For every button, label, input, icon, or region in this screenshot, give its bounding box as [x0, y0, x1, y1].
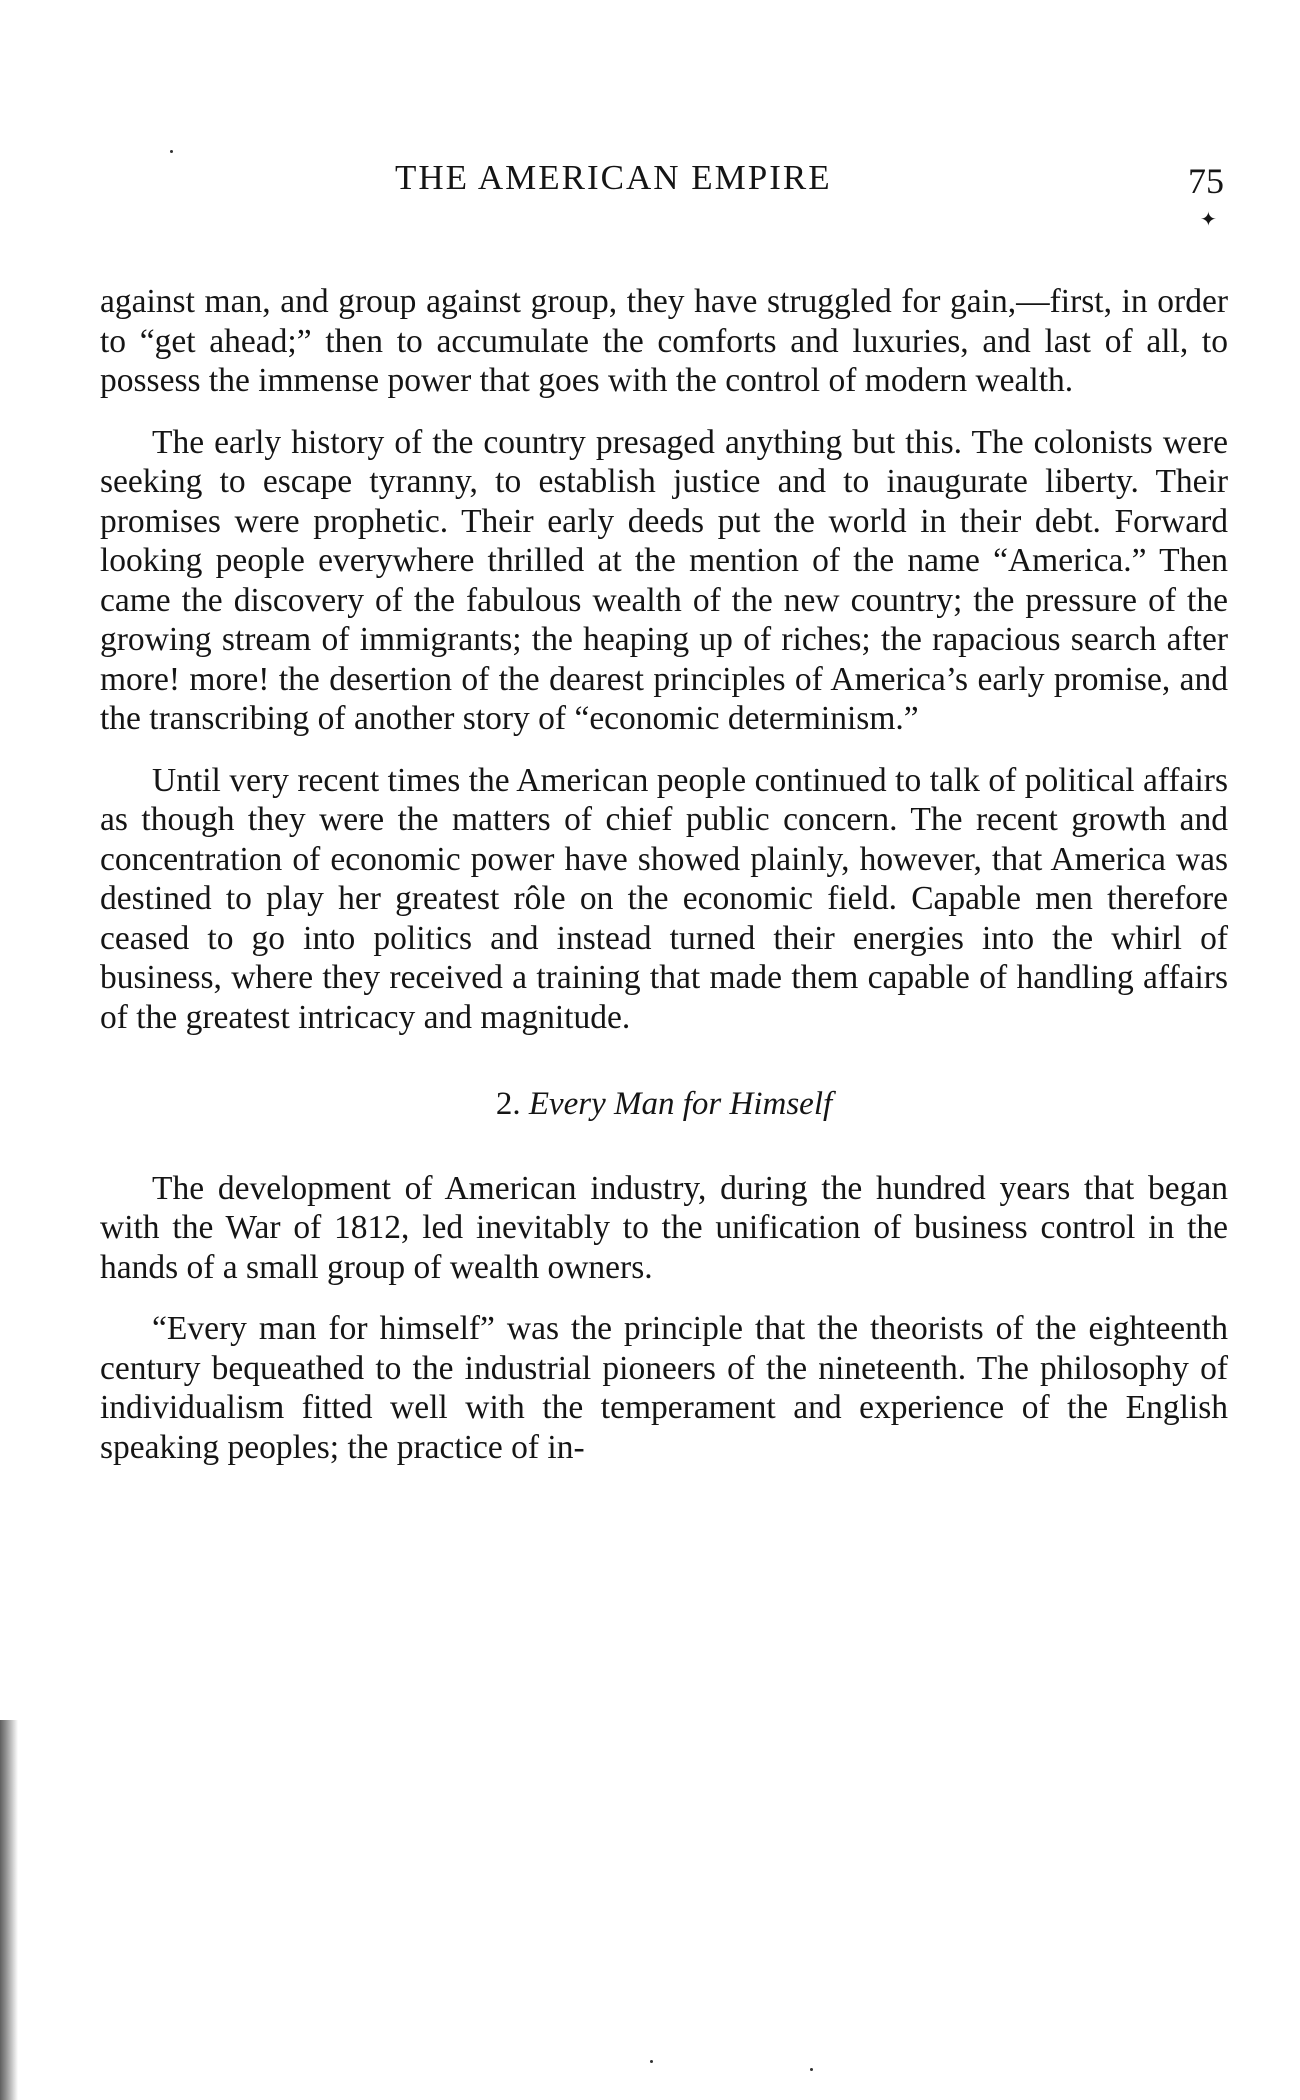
paragraph: “Every man for himself” was the principle that the theorists of the eighteenth century bequeathed to the industrial pioneers of the nineteenth. The philosophy of individualism fitted well with the temperament and experience of the English speaking peoples; the practice of in- — [100, 1310, 1228, 1466]
section-title: Every Man for Himself — [528, 1086, 833, 1122]
scan-speck — [170, 150, 173, 153]
paragraph: Until very recent times the American people continued to talk of political affairs as though they were the matters of chief public concern. The recent growth and concentration of economic power have showed plainly, however, that America was destined to play her greatest rôle on the economic field. Capable men therefore ceased to go into politics and instead turned their energies into the whirl of business, where they received a training that made them capable of handling affairs of the greatest intricacy and magnitude. — [100, 761, 1228, 1036]
scan-edge-shadow — [0, 1720, 18, 2100]
scan-speck — [810, 2068, 813, 2071]
body-text — [100, 282, 1228, 1489]
paragraph: The development of American industry, during the hundred years that began with the War of 1812, led inevitably to the unification of business control in the hands of a small group of wealth owners. — [100, 1169, 1228, 1286]
running-head: THE AMERICAN EMPIRE — [395, 158, 832, 197]
page-number: 75 — [1188, 161, 1224, 201]
paragraph: The early history of the country presaged anything but this. The colonists were seeking to escape tyranny, to establish justice and to inaugurate liberty. Their promises were prophetic. Their early deeds put the world in their debt. Forward looking people everywhere thrilled at the mention of the name “America.” Then came the discovery of the fabulous wealth of the new country; the pressure of the growing stream of immigrants; the heaping up of riches; the rapacious search after more! more! the desertion of the dearest principles of America’s early promise, and the transcribing of another story of “economic determinism.” — [100, 423, 1228, 737]
printer-mark-icon: ✦ — [1200, 207, 1217, 231]
section-number: 2. — [495, 1086, 521, 1122]
paragraph-continued: against man, and group against group, they have struggled for gain,—first, in order to “get ahead;” then to accumulate the comforts and luxuries, and last of all, to possess the immense power that goes with the control of modern wealth. — [100, 283, 1228, 399]
scan-speck — [650, 2060, 653, 2063]
section-heading — [100, 1085, 1228, 1125]
